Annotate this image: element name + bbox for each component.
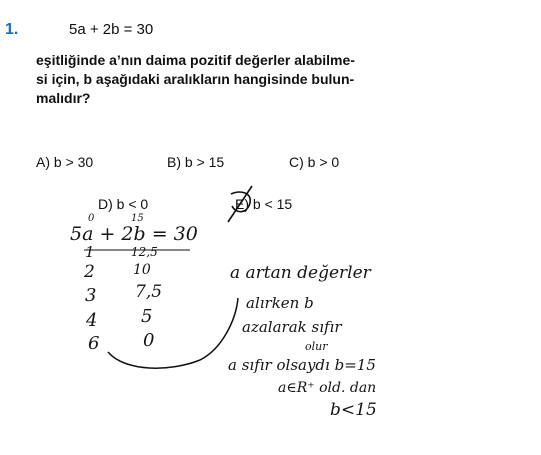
hand-table-a-value: 4: [86, 310, 98, 331]
stem-line: eşitliğinde a’nın daima pozitif değerler alabilme-: [36, 52, 355, 68]
hand-note-line: a artan değerler: [230, 263, 371, 283]
hand-superscript-b: 15: [131, 213, 144, 224]
hand-table-a-value: 2: [84, 262, 95, 282]
option-c[interactable]: C) b > 0: [289, 154, 340, 170]
option-e[interactable]: E) b < 15: [235, 196, 293, 212]
question-equation: 5a + 2b = 30: [69, 21, 154, 38]
hand-table-b-value: 12,5: [131, 245, 158, 259]
hand-note-line: alırken b: [246, 294, 314, 312]
question-number: 1.: [5, 21, 19, 38]
hand-table-a-value: 6: [88, 333, 100, 354]
stem-line: si için, b aşağıdaki aralıkların hangisinde bulun-: [36, 71, 355, 87]
option-d[interactable]: D) b < 0: [98, 196, 149, 212]
hand-equation: 5a + 2b = 30: [70, 223, 198, 245]
hand-note-line: a∈R⁺ old. dan: [278, 380, 377, 396]
hand-curve: [108, 298, 238, 368]
hand-table-b-value: 10: [133, 262, 151, 278]
hand-note-line: olur: [305, 340, 328, 353]
hand-note-line: b<15: [330, 400, 377, 420]
hand-table-b-value: 0: [143, 330, 155, 351]
hand-table-a-value: 1: [85, 243, 95, 261]
hand-superscript-a: 0: [88, 213, 95, 224]
hand-note-line: azalarak sıfır: [242, 318, 342, 336]
option-a[interactable]: A) b > 30: [36, 154, 94, 170]
option-b[interactable]: B) b > 15: [167, 154, 225, 170]
stem-line: malıdır?: [36, 90, 91, 106]
hand-table-b-value: 7,5: [135, 282, 163, 302]
hand-note-line: a sıfır olsaydı b=15: [228, 356, 376, 374]
hand-table-a-value: 3: [85, 285, 97, 306]
hand-table-b-value: 5: [141, 306, 153, 327]
